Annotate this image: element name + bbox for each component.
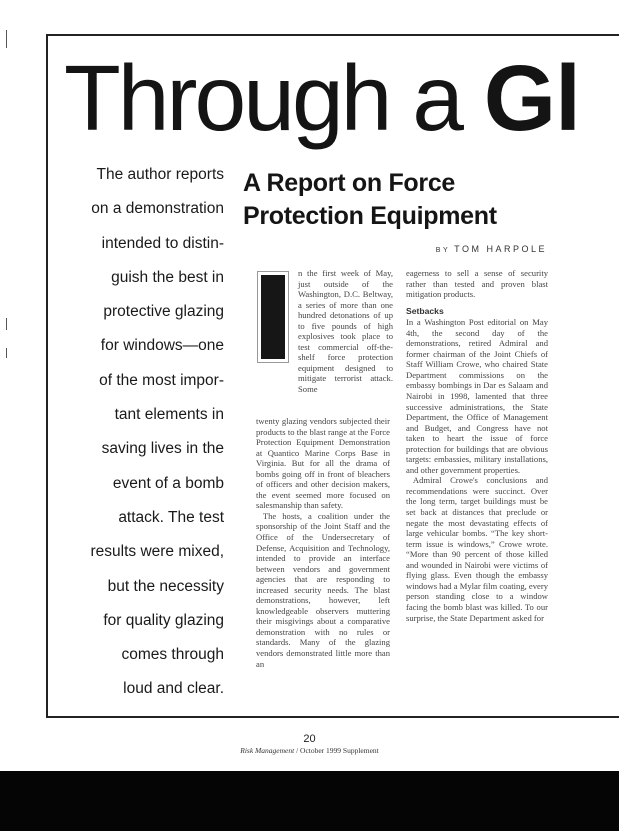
article-paragraph: eagerness to sell a sense of security rather than tested and proven blast mitigation products. xyxy=(406,268,548,300)
publication-issue: / October 1999 Supplement xyxy=(296,746,379,755)
scan-edge-mark xyxy=(6,30,7,48)
frame-left-rule xyxy=(46,34,48,718)
byline xyxy=(436,244,547,254)
title-main: Through a xyxy=(64,46,484,150)
pull-quote-line: for quality glazing xyxy=(103,611,224,629)
pull-quote-line: loud and clear. xyxy=(123,680,224,698)
pull-quote-line: of the most impor- xyxy=(99,371,224,389)
article-paragraph: The hosts, a coalition under the sponsorship of the Joint Staff and the Office of the Undersecretary of Defense, Acquisition and Technology, intended to provide an interface between vendors and government agencies that are responding to increased security needs. The blast demonstrations, however, left knowledgeable observers muttering their misgivings about a comparative demonstration with no rules or standards. Many of the glazing vendors demonstrated little more than an xyxy=(256,510,390,669)
title-emphasis: Gl xyxy=(483,46,580,150)
pull-quote-line: intended to distin- xyxy=(101,234,224,252)
article-title xyxy=(64,46,580,150)
pull-quote-line: on a demonstration xyxy=(91,200,224,218)
pull-quote-line: saving lives in the xyxy=(101,440,224,458)
scan-bottom-bar xyxy=(0,771,619,831)
pull-quote-line: but the necessity xyxy=(107,577,224,595)
article-paragraph: In a Washington Post editorial on May 4th, the second day of the demonstrations, retired Admiral and former chairman of the Joint Chiefs of Staff William Crowe, who chaired State Department commissions on the embassy bombings in Dar es Salaam and Nairobi in 1998, lamented that three successive administrations, the State Department, the Office of Management and Budget, and Congress have not taken to heart the issue of force protection for buildings that are obvious targets: embassies, military installations, and other government properties. xyxy=(406,317,548,475)
scan-edge-mark xyxy=(6,318,7,330)
article-column-2 xyxy=(406,268,548,623)
drop-cap xyxy=(258,272,288,362)
pull-quote-line: guish the best in xyxy=(111,268,224,286)
pull-quote-line: comes through xyxy=(121,646,224,664)
pull-quote-line: event of a bomb xyxy=(112,474,224,492)
page-number: 20 xyxy=(303,733,316,745)
article-paragraph: twenty glazing vendors subjected their products to the blast range at the Force Protection Equipment Demonstration at Quantico Marine Corps Base in Virginia. But for all the drama of bombs going off in front of bleachers of officers and other decision makers, the event seemed more focused on salesmanship than safety. xyxy=(256,416,390,511)
article-column-1-top xyxy=(298,268,393,395)
headline xyxy=(243,167,593,233)
frame-top-rule xyxy=(46,34,619,36)
pull-quote-line: for windows—one xyxy=(100,337,224,355)
article-column-1-bottom xyxy=(256,416,390,669)
byline-author: TOM HARPOLE xyxy=(454,244,547,254)
pull-quote xyxy=(62,158,224,707)
publication-line xyxy=(0,746,619,755)
headline-line-2: Protection Equipment xyxy=(243,202,497,230)
article-paragraph: n the first week of May, just outside of the Washington, D.C. Beltway, a series of more than one hundred detonations of up to five pounds of high explosives took place to test commercial off-the-shelf force protection equipment designed to mitigate terrorist attack. Some xyxy=(298,268,393,395)
headline-line-1: A Report on Force xyxy=(243,169,456,197)
pull-quote-line: protective glazing xyxy=(103,303,224,321)
frame-bottom-rule xyxy=(46,716,619,718)
scan-edge-mark xyxy=(6,348,7,358)
publication-title: Risk Management xyxy=(240,746,295,755)
pull-quote-line: attack. The test xyxy=(118,508,224,526)
article-paragraph: Admiral Crowe's conclusions and recommendations were succinct. Over the long term, target buildings must be set back at distances that preclude or negate the most devastating effects of large vehicular bombs. “The key short-term issue is windows,” Crowe wrote. “More than 90 percent of those killed and wounded in Nairobi were victims of flying glass. Even though the embassy windows had a Mylar film coating, every person standing close to a window facing the bomb blast was killed. To our surprise, the State Department asked for xyxy=(406,475,548,623)
pull-quote-line: results were mixed, xyxy=(90,543,224,561)
section-subhead: Setbacks xyxy=(406,305,444,316)
byline-prefix: BY xyxy=(435,247,451,254)
pull-quote-line: tant elements in xyxy=(114,406,224,424)
pull-quote-line: The author reports xyxy=(96,166,224,183)
